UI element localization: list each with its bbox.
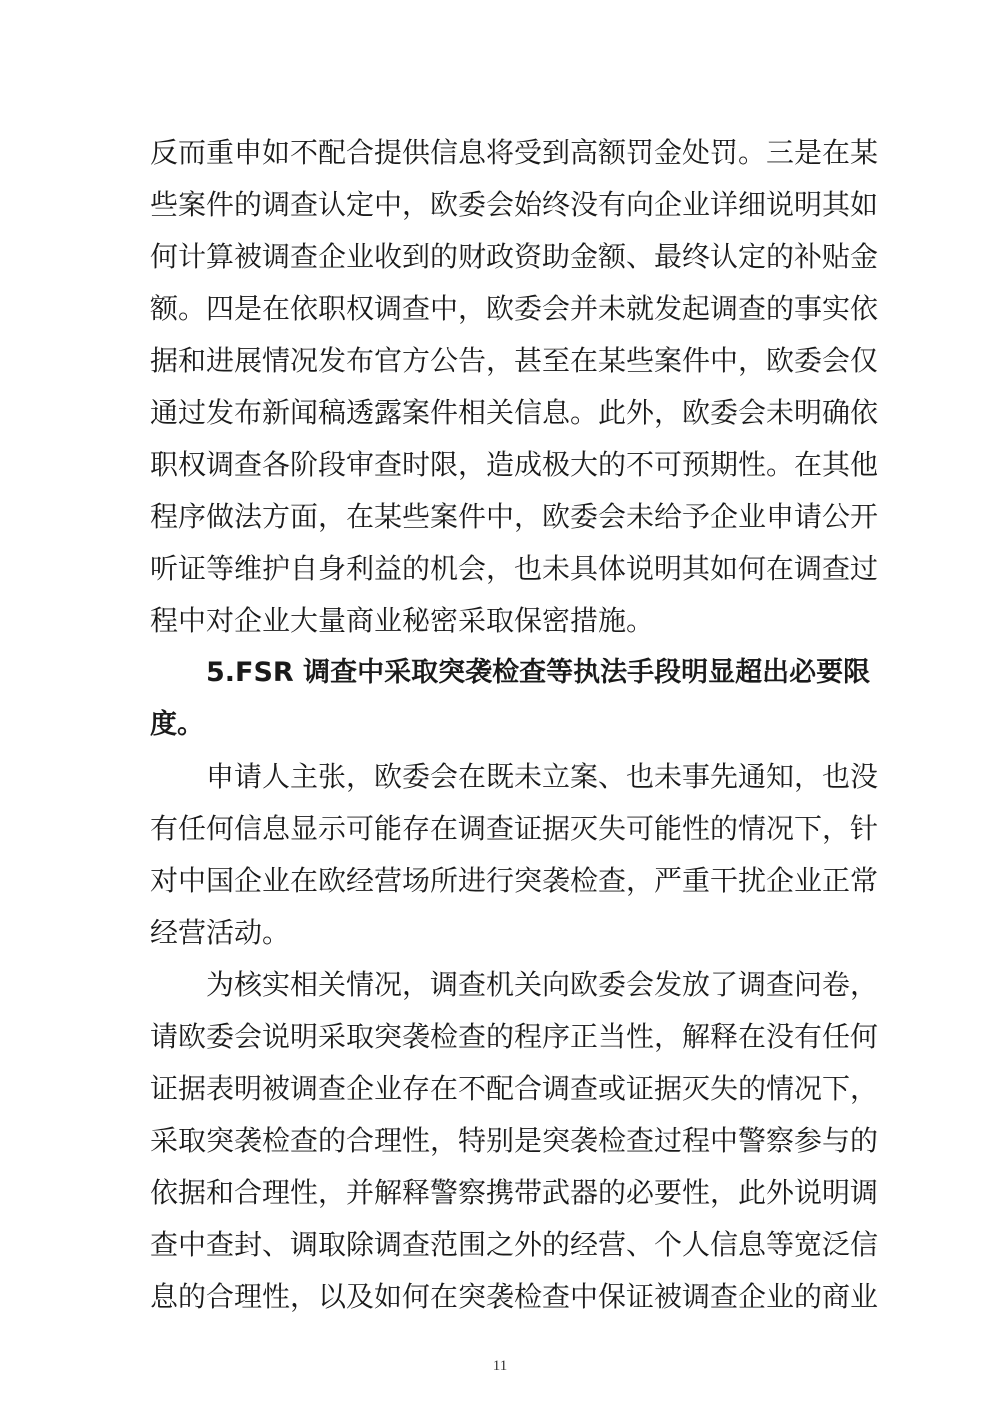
page-number: 11 — [492, 1358, 508, 1374]
section-heading: 度。 — [150, 709, 204, 740]
body-text-line: 程序做法方面，在某些案件中，欧委会未给予企业申请公开 — [150, 500, 879, 533]
body-text-line: 额。四是在依职权调查中，欧委会并未就发起调查的事实依 — [150, 292, 879, 325]
body-text-line: 申请人主张，欧委会在既未立案、也未事先通知，也没 — [206, 760, 879, 793]
body-text-line: 请欧委会说明采取突袭检查的程序正当性，解释在没有任何 — [150, 1020, 879, 1053]
body-text-line: 据和进展情况发布官方公告，甚至在某些案件中，欧委会仅 — [150, 344, 879, 377]
body-text-line: 何计算被调查企业收到的财政资助金额、最终认定的补贴金 — [150, 240, 879, 273]
body-text-line: 依据和合理性，并解释警察携带武器的必要性，此外说明调 — [150, 1176, 879, 1209]
body-text-line: 对中国企业在欧经营场所进行突袭检查，严重干扰企业正常 — [150, 864, 879, 897]
body-text-line: 查中查封、调取除调查范围之外的经营、个人信息等宽泛信 — [150, 1228, 879, 1261]
body-text-line: 息的合理性，以及如何在突袭检查中保证被调查企业的商业 — [150, 1280, 879, 1313]
body-text-line: 采取突袭检查的合理性，特别是突袭检查过程中警察参与的 — [150, 1124, 879, 1157]
body-text-line: 证据表明被调查企业存在不配合调查或证据灭失的情况下， — [150, 1072, 879, 1105]
body-text-line: 有任何信息显示可能存在调查证据灭失可能性的情况下，针 — [150, 812, 879, 845]
body-text-line: 些案件的调查认定中，欧委会始终没有向企业详细说明其如 — [150, 188, 879, 221]
body-text-line: 职权调查各阶段审查时限，造成极大的不可预期性。在其他 — [150, 448, 879, 481]
body-text-line: 听证等维护自身利益的机会，也未具体说明其如何在调查过 — [150, 552, 879, 585]
body-text-line: 反而重申如不配合提供信息将受到高额罚金处罚。三是在某 — [150, 136, 879, 169]
body-text-line: 经营活动。 — [150, 916, 291, 949]
body-text-line: 程中对企业大量商业秘密采取保密措施。 — [150, 604, 655, 637]
section-heading: 5.FSR 调查中采取突袭检查等执法手段明显超出必要限 — [206, 657, 871, 688]
body-text-line: 为核实相关情况，调查机关向欧委会发放了调查问卷， — [206, 968, 879, 1001]
body-text-line: 通过发布新闻稿透露案件相关信息。此外，欧委会未明确依 — [150, 396, 879, 429]
